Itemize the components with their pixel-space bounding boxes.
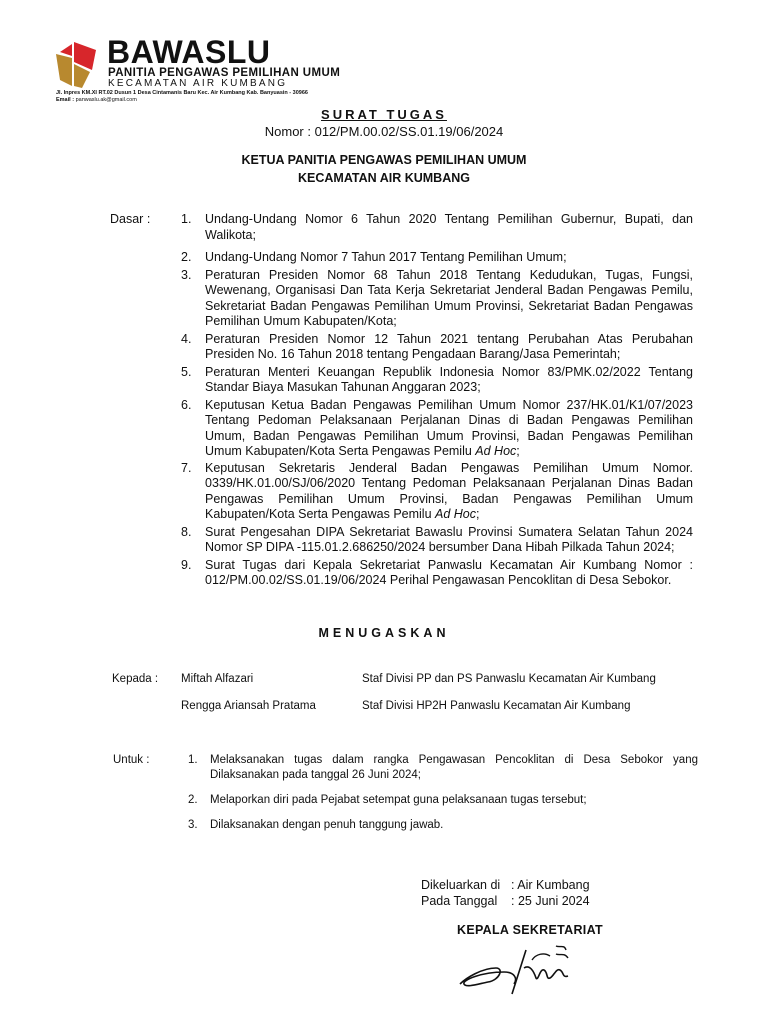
item-text: Peraturan Presiden Nomor 68 Tahun 2018 Tentang Kedudukan, Tugas, Fungsi, Wewenang, Organisasi Dan Tata Kerja Sekretariat Jenderal Badan Pengawas Pemilu, Sekretariat Badan Pengawas Pemilihan Umum Provinsi, Sekretariat Badan Pengawas Pemilihan Umum Kabupaten/Kota;	[205, 267, 693, 328]
list-item	[181, 398, 693, 460]
signer-title: KEPALA SEKRETARIAT	[457, 923, 603, 937]
item-text-italic: Ad Hoc	[475, 444, 517, 458]
item-text	[205, 461, 693, 523]
list-item	[181, 558, 693, 589]
item-number: 4.	[181, 331, 192, 346]
item-text: Peraturan Presiden Nomor 12 Tahun 2021 tentang Perubahan Atas Perubahan Presiden No. 16 Tahun 2018 tentang Pengadaan Barang/Jasa Pemerintah;	[205, 331, 693, 361]
list-item	[181, 268, 693, 330]
header-email	[56, 97, 137, 104]
list-item	[181, 365, 693, 396]
list-item	[181, 332, 693, 363]
item-text-main: Keputusan Sekretaris Jenderal Badan Pengawas Pemilihan Umum Nomor. 0339/HK.01.00/SJ/06/2020 Tentang Pedoman Pelaksanaan Perjalanan Dinas Badan Pengawas Pemilihan Umum Provinsi, Badan Pengawas Pemilihan Umum Kabupaten/Kota Serta Pengawas Pemilu	[205, 460, 693, 521]
item-text	[205, 398, 693, 460]
item-number: 3.	[188, 819, 198, 831]
item-text-italic: Ad Hoc	[435, 507, 477, 521]
item-text-main: Keputusan Ketua Badan Pengawas Pemilihan Umum Nomor 237/HK.01/K1/07/2023 Tentang Pedoman Pelaksanaan Perjalanan Dinas di Badan Pengawas Pemilihan Umum, Badan Pengawas Pemilihan Umum Provinsi, Badan Pengawas Pemilihan Umum Kabupaten/Kota Serta Pengawas Pemilu	[205, 397, 693, 458]
email-value[interactable]: panwaslu.ak@gmail.com	[75, 97, 137, 103]
dasar-list	[181, 212, 693, 589]
item-text: Surat Tugas dari Kepala Sekretariat Panwaslu Kecamatan Air Kumbang Nomor : 012/PM.00.02/SS.01.19/06/2024 Perihal Pengawasan Pencoklitan di Desa Sebokor.	[205, 557, 693, 587]
item-number: 9.	[181, 557, 192, 572]
logo-title: BAWASLU	[107, 34, 271, 70]
issued-date-label: Pada Tanggal	[421, 894, 498, 908]
menugaskan-heading: MENUGASKAN	[318, 626, 450, 640]
item-text: Undang-Undang Nomor 6 Tahun 2020 Tentang Pemilihan Gubernur, Bupati, dan Walikota;	[205, 212, 693, 242]
dasar-label: Dasar :	[110, 212, 151, 226]
list-item	[181, 212, 693, 243]
item-text: Melaksanakan tugas dalam rangka Pengawasan Pencoklitan di Desa Sebokor yang Dilaksanakan pada tanggal 26 Juni 2024;	[210, 754, 698, 781]
item-number: 6.	[181, 397, 192, 412]
list-item	[188, 793, 698, 808]
logo-subtitle: PANITIA PENGAWAS PEMILIHAN UMUM	[108, 67, 341, 79]
untuk-label: Untuk :	[113, 754, 150, 766]
list-item	[188, 753, 698, 783]
item-text: Dilaksanakan dengan penuh tanggung jawab.	[210, 819, 444, 831]
item-number: 7.	[181, 460, 192, 475]
item-text: Melaporkan diri pada Pejabat setempat guna pelaksanaan tugas tersebut;	[210, 794, 587, 806]
item-number: 2.	[188, 794, 198, 806]
untuk-list	[188, 753, 698, 833]
bawaslu-logo-icon	[52, 40, 102, 90]
assignee-name: Rengga Ariansah Pratama	[181, 700, 316, 712]
item-text: Surat Pengesahan DIPA Sekretariat Bawaslu Provinsi Sumatera Selatan Tahun 2024 Nomor SP DIPA -115.01.2.686250/2024 bersumber Dana Hibah Pilkada Tahun 2024;	[205, 524, 693, 554]
header-address: Jl. Inpres KM.XI RT.02 Dusun 1 Desa Cintamanis Baru Kec. Air Kumbang Kab. Banyuasin - 30966	[56, 90, 308, 96]
issued-at-value: : Air Kumbang	[511, 878, 590, 892]
item-number: 1.	[188, 754, 198, 766]
email-label: Email :	[56, 97, 75, 103]
item-text-tail: ;	[516, 444, 520, 458]
item-text: Peraturan Menteri Keuangan Republik Indonesia Nomor 83/PMK.02/2022 Tentang Standar Biaya Masukan Tahunan Anggaran 2023;	[205, 364, 693, 394]
kepada-label: Kepada :	[112, 673, 159, 685]
issuer-heading-line2: KECAMATAN AIR KUMBANG	[298, 171, 470, 185]
item-number: 1.	[181, 212, 192, 226]
list-item	[181, 461, 693, 523]
issued-date-value: : 25 Juni 2024	[511, 894, 590, 908]
list-item	[181, 250, 693, 266]
item-text-tail: ;	[476, 507, 480, 521]
logo-subtitle-district: KECAMATAN AIR KUMBANG	[108, 78, 288, 89]
item-number: 8.	[181, 524, 192, 539]
issued-at-label: Dikeluarkan di	[421, 878, 501, 892]
item-number: 2.	[181, 250, 192, 264]
signature-icon	[452, 938, 592, 1000]
document-number: Nomor : 012/PM.00.02/SS.01.19/06/2024	[264, 124, 504, 139]
assignee-role: Staf Divisi HP2H Panwaslu Kecamatan Air Kumbang	[362, 700, 631, 712]
list-item	[181, 525, 693, 556]
issuer-heading-line1: KETUA PANITIA PENGAWAS PEMILIHAN UMUM	[241, 153, 527, 167]
assignee-role: Staf Divisi PP dan PS Panwaslu Kecamatan Air Kumbang	[362, 673, 656, 685]
document-title: SURAT TUGAS	[321, 107, 447, 122]
item-number: 3.	[181, 267, 192, 282]
item-number: 5.	[181, 364, 192, 379]
assignee-name: Miftah Alfazari	[181, 673, 254, 685]
item-text: Undang-Undang Nomor 7 Tahun 2017 Tentang Pemilihan Umum;	[205, 250, 567, 264]
list-item	[188, 818, 698, 833]
